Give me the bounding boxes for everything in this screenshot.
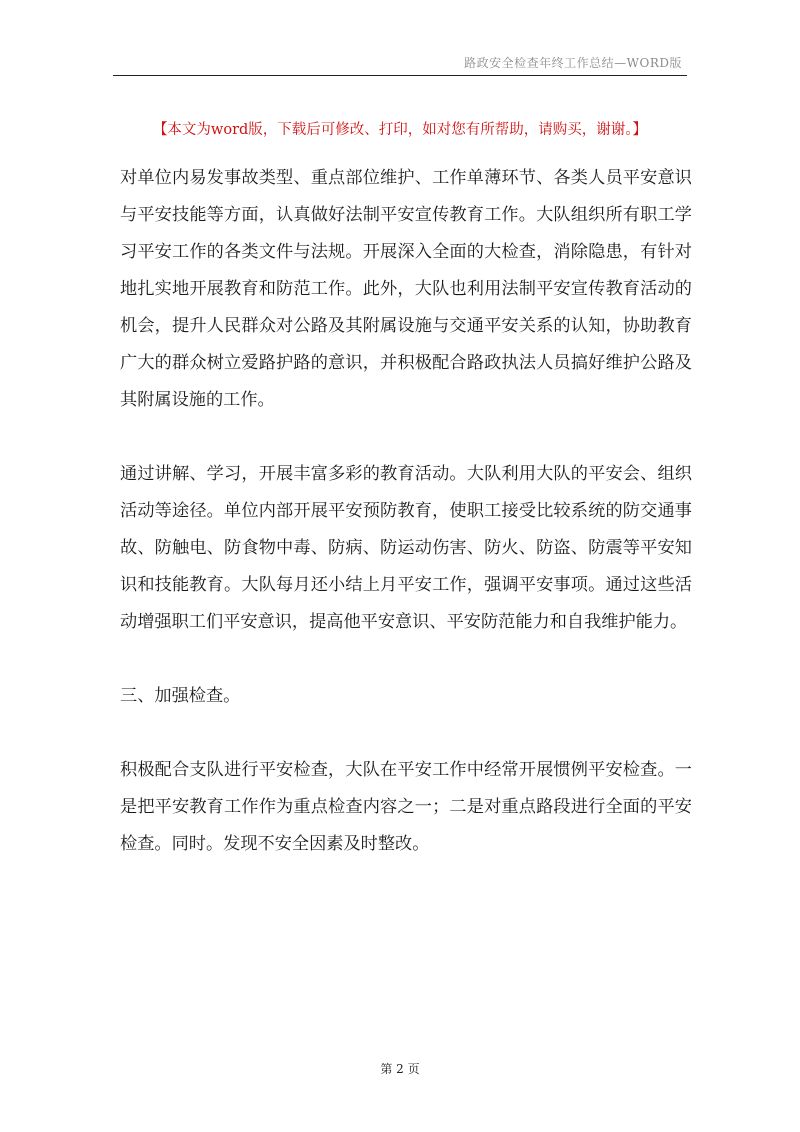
header-divider [113, 75, 687, 76]
paragraph-3: 积极配合支队进行平安检查，大队在平安工作中经常开展惯例平安检查。一是把平安教育工作作为重点检查内容之一；二是对重点路段进行全面的平安检查。同时。发现不安全因素及时整改。 [120, 760, 692, 854]
paragraph-2: 通过讲解、学习，开展丰富多彩的教育活动。大队利用大队的平安会、组织活动等途径。单位内部开展平安预防教育，使职工接受比较系统的防交通事故、防触电、防食物中毒、防病、防运动伤害、防火、防盗、防震等平安知识和技能教育。大队每月还小结上月平安工作，强调平安事项。通过这些活动增强职工们平安意识，提高他平安意识、平安防范能力和自我维护能力。 [120, 464, 692, 632]
page-header-title: 路政安全检查年终工作总结—WORD版 [464, 56, 682, 70]
download-notice: 【本文为word版，下载后可修改、打印，如对您有所帮助，请购买，谢谢。】 [152, 122, 648, 138]
document-body [120, 160, 692, 863]
page-number: 第 2 页 [380, 1062, 420, 1076]
section-heading: 三、加强检查。 [120, 686, 241, 706]
paragraph-1: 对单位内易发事故类型、重点部位维护、工作单薄环节、各类人员平安意识与平安技能等方面，认真做好法制平安宣传教育工作。大队组织所有职工学习平安工作的各类文件与法规。开展深入全面的大检查，消除隐患，有针对地扎实地开展教育和防范工作。此外，大队也利用法制平安宣传教育活动的机会，提升人民群众对公路及其附属设施与交通平安关系的认知，协助教育广大的群众树立爱路护路的意识，并积极配合路政执法人员搞好维护公路及其附属设施的工作。 [120, 168, 692, 410]
